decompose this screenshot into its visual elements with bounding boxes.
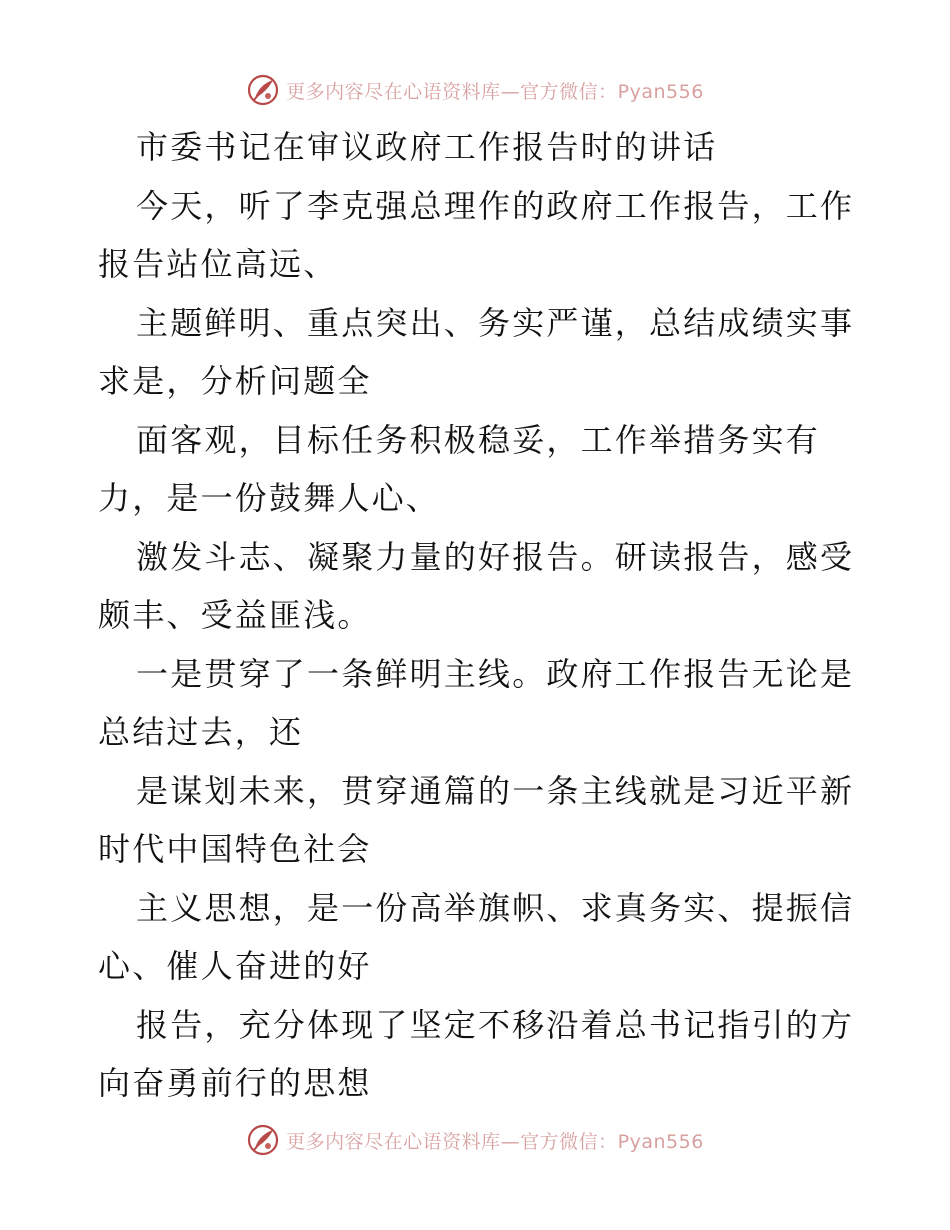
text-line: 一是贯穿了一条鲜明主线。政府工作报告无论是 [136, 654, 855, 693]
feather-pen-logo-icon [246, 73, 280, 107]
footer-watermark [0, 1120, 950, 1160]
text-line: 求是，分析问题全 [98, 362, 372, 400]
document-body [98, 118, 858, 1113]
text-line: 今天，听了李克强总理作的政府工作报告，工作 [136, 186, 855, 225]
text-line: 报告站位高远、 [98, 245, 338, 283]
text-line: 时代中国特色社会 [98, 830, 372, 868]
watermark-text: 更多内容尽在心语资料库—官方微信：Pyan556 [286, 80, 704, 103]
feather-pen-logo-icon [246, 1123, 280, 1157]
text-line: 总结过去，还 [98, 713, 304, 751]
text-line: 主义思想，是一份高举旗帜、求真务实、提振信 [136, 888, 855, 927]
text-line: 颇丰、受益匪浅。 [98, 596, 372, 634]
text-line: 心、催人奋进的好 [98, 947, 372, 985]
text-line: 向奋勇前行的思想 [98, 1064, 372, 1102]
text-line: 主题鲜明、重点突出、务实严谨，总结成绩实事 [136, 303, 855, 342]
text-line: 力，是一份鼓舞人心、 [98, 479, 441, 517]
text-line: 报告，充分体现了坚定不移沿着总书记指引的方 [136, 1005, 855, 1044]
text-line: 面客观，目标任务积极稳妥，工作举措务实有 [136, 420, 821, 459]
header-watermark [0, 70, 950, 110]
document-title: 市委书记在审议政府工作报告时的讲话 [136, 128, 718, 166]
text-line: 是谋划未来，贯穿通篇的一条主线就是习近平新 [136, 771, 855, 810]
text-line: 激发斗志、凝聚力量的好报告。研读报告，感受 [136, 537, 855, 576]
watermark-text: 更多内容尽在心语资料库—官方微信：Pyan556 [286, 1130, 704, 1153]
